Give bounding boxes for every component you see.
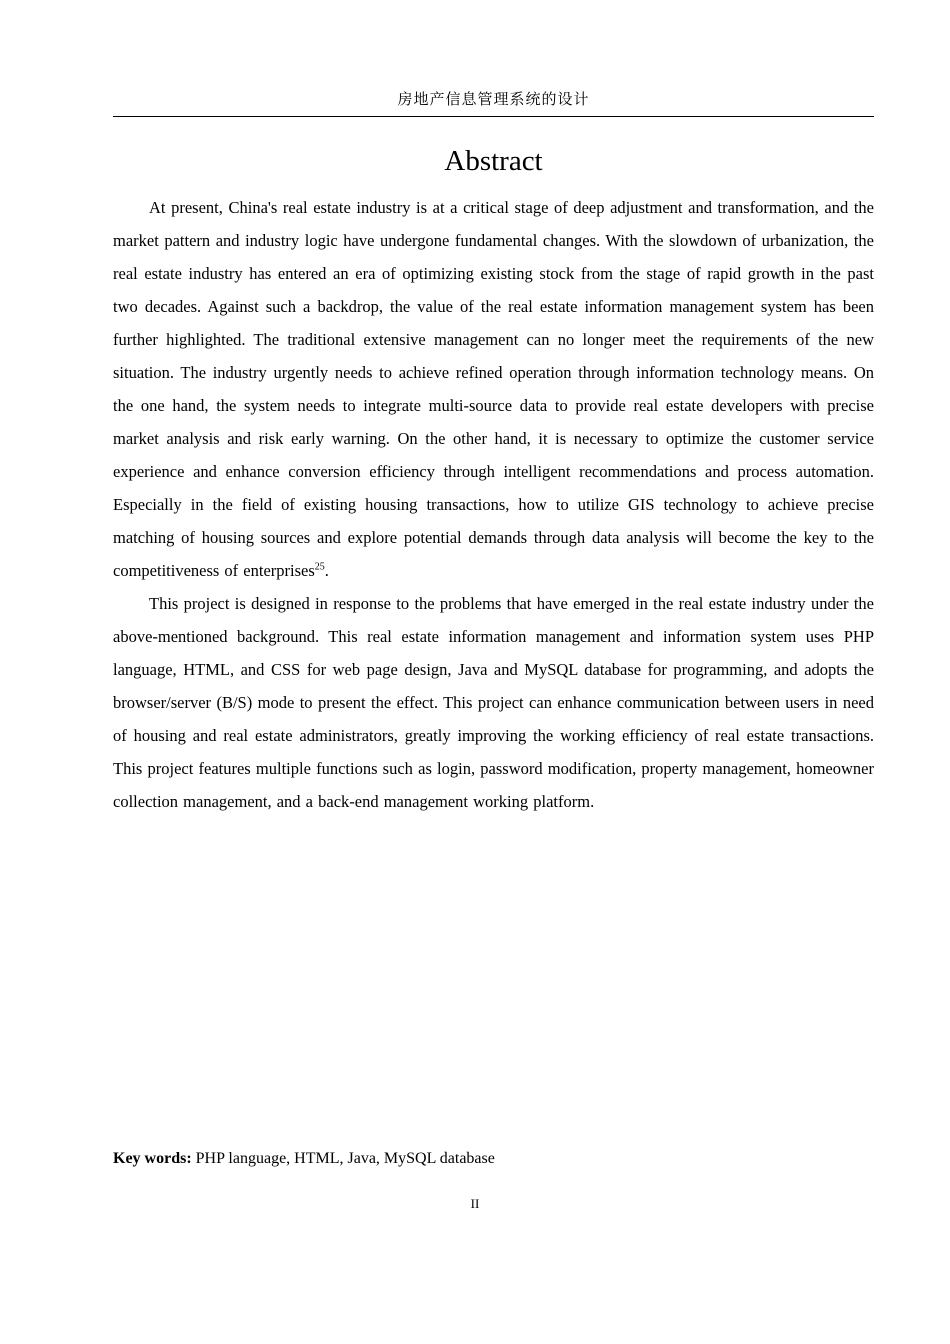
paragraph-2-text: This project is designed in response to the problems that have emerged in the real estate industry under the above-mentioned background. This real estate information management and information system uses PHP language, HTML, and CSS for web page design, Java and MySQL database for programming, and adopts the browser/server (B/S) mode to present the effect. This project can enhance communication between users in need of housing and real estate administrators, greatly improving the working efficiency of real estate transactions. This project features multiple functions such as login, password modification, property management, homeowner collection management, and a back-end management working platform.	[113, 594, 874, 811]
header-title: 房地产信息管理系统的设计	[397, 92, 590, 108]
page-content	[113, 88, 874, 818]
footnote-reference-25: 25	[314, 561, 325, 573]
page-number: II	[470, 1196, 480, 1211]
paragraph-2	[113, 587, 874, 818]
keywords-label: Key words:	[113, 1150, 192, 1167]
page-header	[113, 88, 874, 117]
paragraph-1-period: .	[324, 561, 329, 580]
paragraph-1	[113, 191, 874, 587]
paragraph-1-text: At present, China's real estate industry is at a critical stage of deep adjustment and transformation, and the market pattern and industry logic have undergone fundamental changes. With the slowdown of urbanization, the real estate industry has entered an era of optimizing existing stock from the stage of rapid growth in the past two decades. Against such a backdrop, the value of the real estate information management system has been further highlighted. The traditional extensive management can no longer meet the requirements of the new situation. The industry urgently needs to achieve refined operation through information technology means. On the one hand, the system needs to integrate multi-source data to provide real estate developers with precise market analysis and risk early warning. On the other hand, it is necessary to optimize the customer service experience and enhance conversion efficiency through intelligent recommendations and process automation. Especially in the field of existing housing transactions, how to utilize GIS technology to achieve precise matching of housing sources and explore potential demands through data analysis will become the key to the competitiveness of enterprises	[113, 198, 874, 580]
abstract-title: Abstract	[444, 145, 543, 177]
keywords-line	[113, 1150, 874, 1168]
keywords-text: PHP language, HTML, Java, MySQL database	[195, 1150, 495, 1167]
